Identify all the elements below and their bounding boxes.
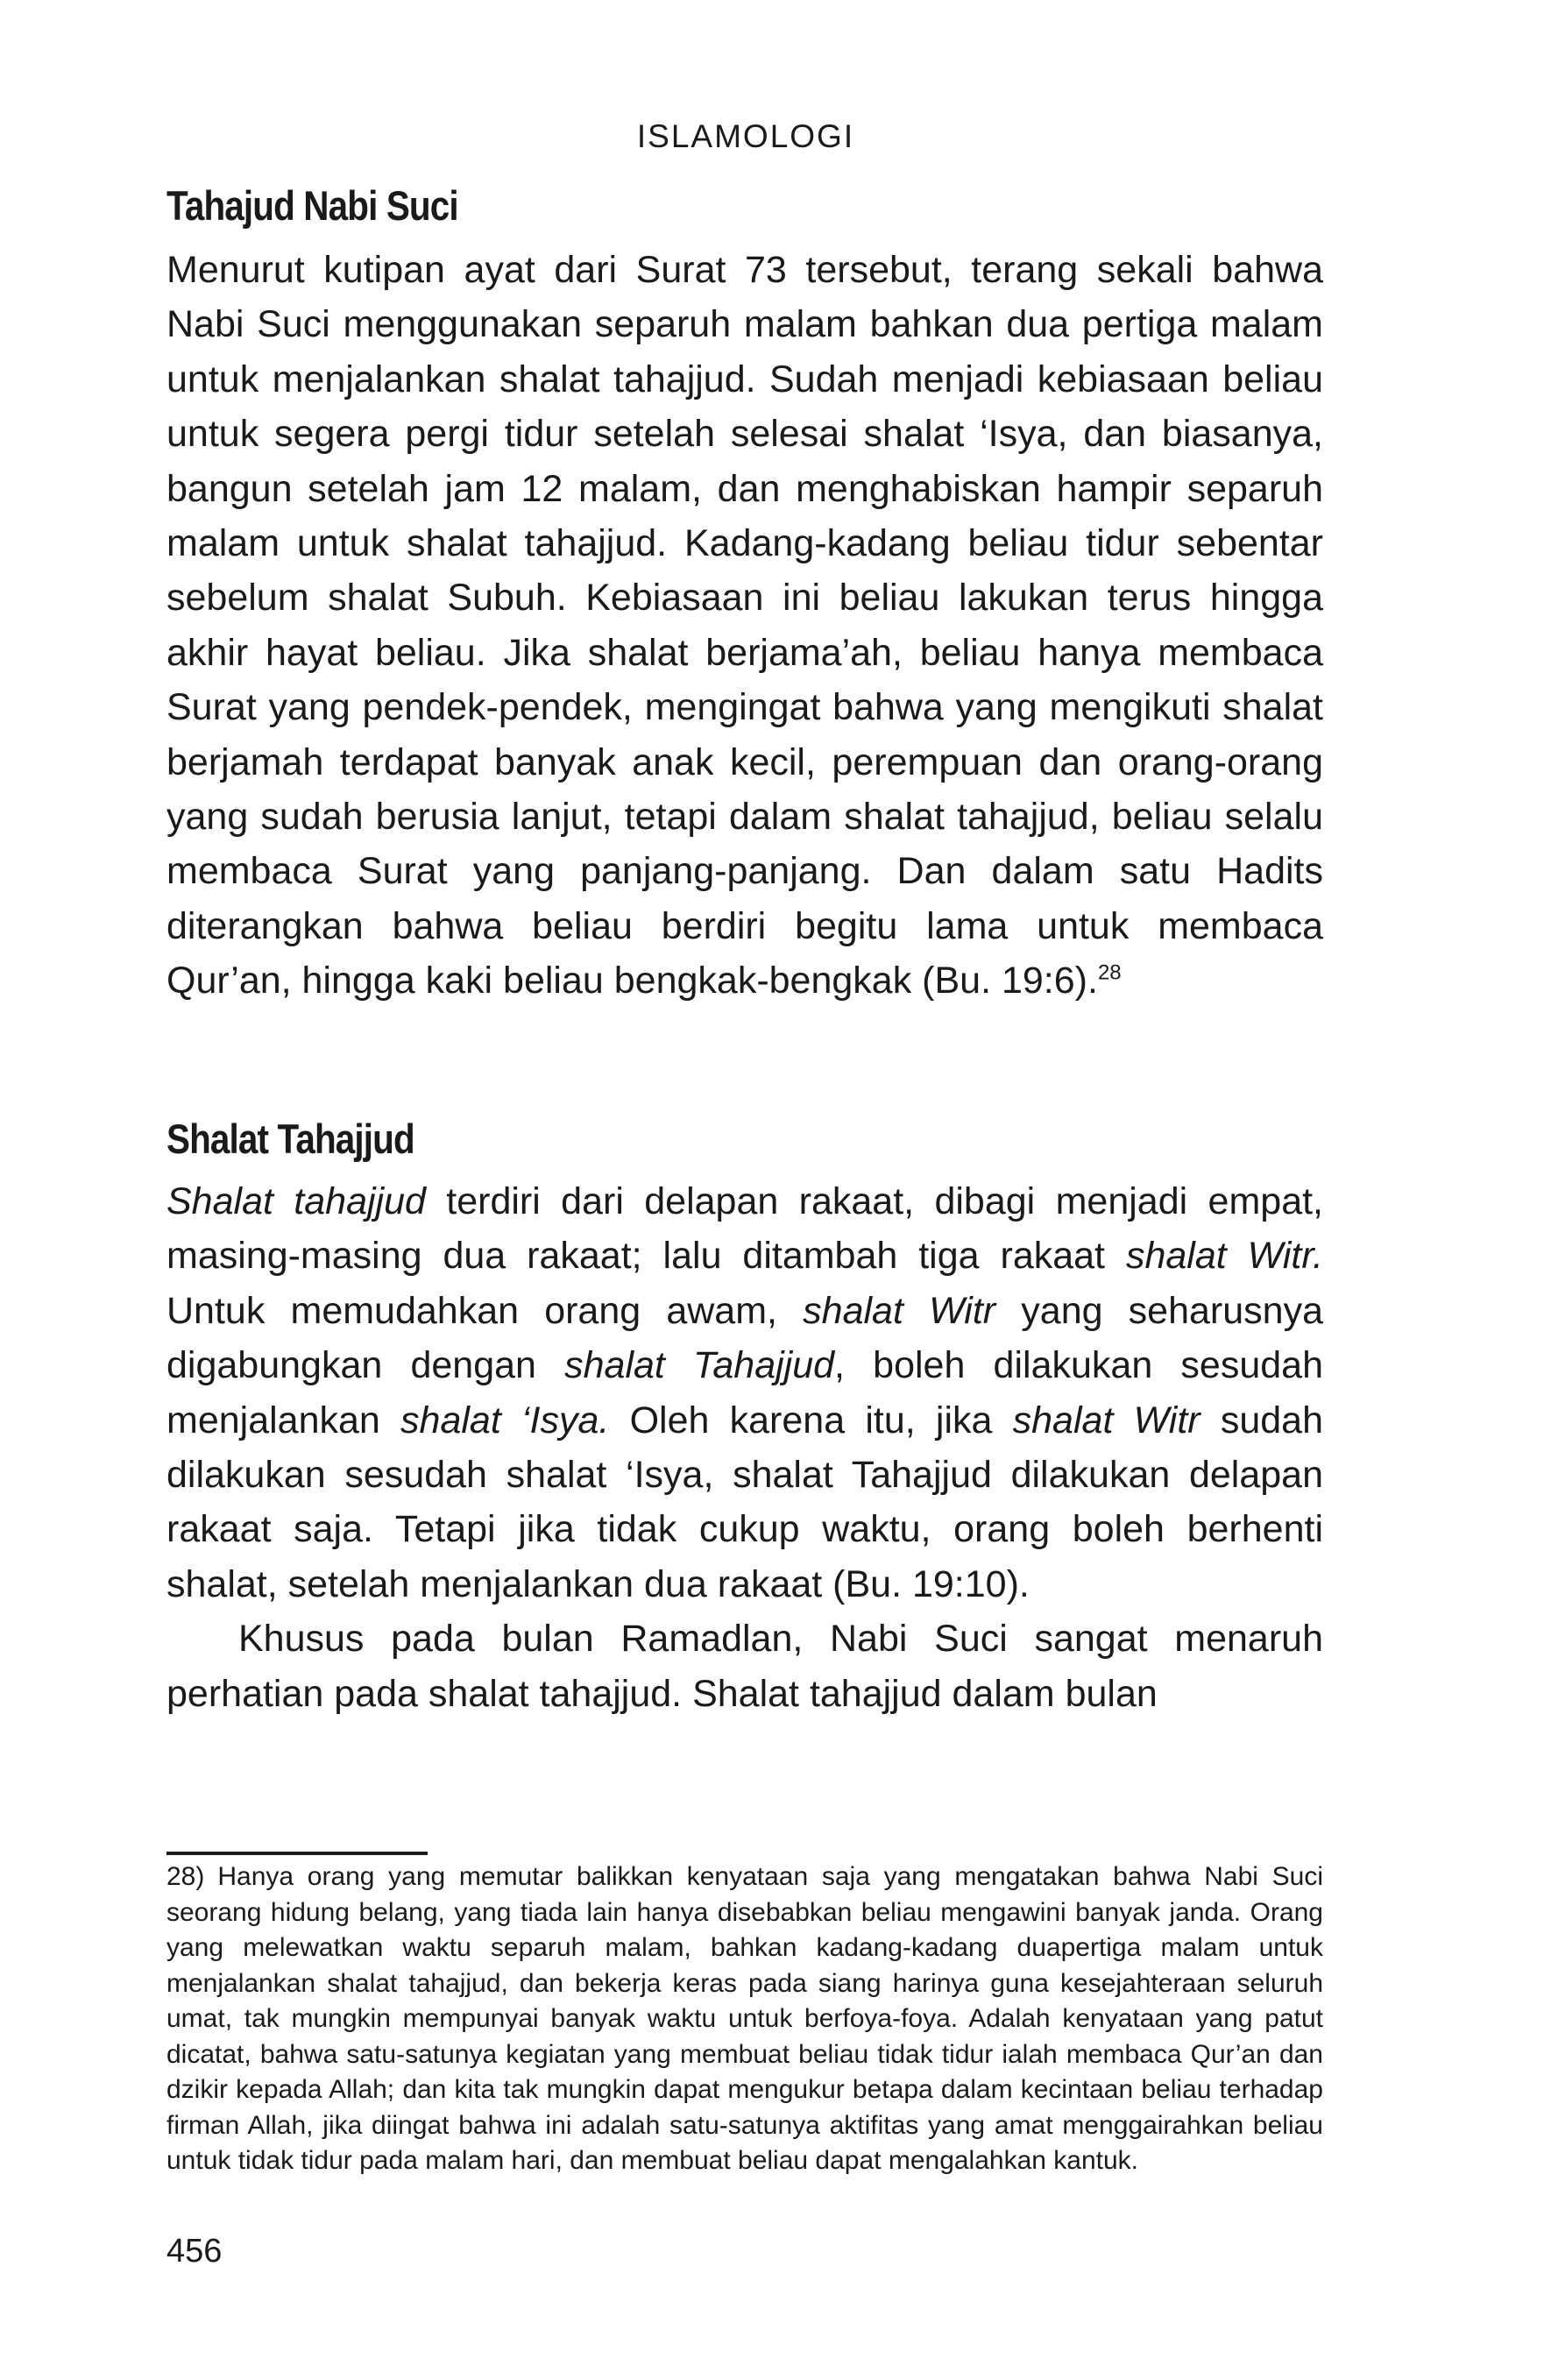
- paragraph-text: Untuk memudahkan orang awam,: [166, 1289, 804, 1332]
- paragraph: [166, 1174, 1323, 1611]
- section-tahajud-nabi-suci: [166, 180, 1323, 232]
- section-heading: Tahajud Nabi Suci: [166, 182, 458, 229]
- italic-term: shalat Witr: [803, 1289, 996, 1332]
- italic-term: shalat Witr.: [1125, 1235, 1323, 1278]
- paragraph-text: terdiri dari delapan rakaat, dibagi menjadi empat, masing-masing dua rakaat; lalu ditambah tiga rakaat: [166, 1180, 1323, 1278]
- paragraph-text: Oleh karena itu, jika: [609, 1399, 1013, 1441]
- section-1-body: [166, 243, 1323, 1009]
- paragraph: Khusus pada bulan Ramadlan, Nabi Suci sangat menaruh perhatian pada shalat tahajjud. Shalat tahajjud dalam bulan: [166, 1618, 1323, 1715]
- paragraph-text: sudah dilakukan sesudah shalat ‘Isya, shalat Tahajjud dilakukan delapan rakaat saja. Tetapi jika tidak cukup waktu, orang boleh berhenti shalat, setelah menjalankan dua rakaat (Bu. 19:10).: [166, 1399, 1323, 1605]
- italic-term: shalat ‘Isya.: [400, 1399, 610, 1441]
- italic-term: Shalat tahajjud: [166, 1180, 426, 1222]
- paragraph-text: yang seharusnya digabungkan dengan: [166, 1289, 1323, 1387]
- section-shalat-tahajjud: [166, 1113, 1323, 1165]
- section-2-body: [166, 1174, 1323, 1721]
- footnote-divider: [166, 1852, 428, 1855]
- section-heading: Shalat Tahajjud: [166, 1116, 414, 1162]
- italic-term: shalat Witr: [1012, 1399, 1200, 1441]
- paragraph-text: , boleh dilakukan sesudah menjalankan: [166, 1344, 1323, 1441]
- running-head: ISLAMOLOGI: [636, 118, 855, 154]
- paragraph-text: Menurut kutipan ayat dari Surat 73 tersebut, terang sekali bahwa Nabi Suci menggunakan separuh malam bahkan dua pertiga malam untuk menjalankan shalat tahajjud. Sudah menjadi kebiasaan beliau untuk segera pergi tidur setelah selesai shalat ‘Isya, dan biasanya, bangun setelah jam 12 malam, dan menghabiskan hampir separuh malam untuk shalat tahajjud. Kadang-kadang beliau tidur sebentar sebelum shalat Subuh. Kebiasaan ini beliau lakukan terus hingga akhir hayat beliau. Jika shalat berjama’ah, beliau hanya membaca Surat yang pendek-pendek, mengingat bahwa yang mengikuti shalat berjamah terdapat banyak anak kecil, perempuan dan orang-orang yang sudah berusia lanjut, tetapi dalam shalat tahajjud, beliau selalu membaca Surat yang panjang-panjang. Dan dalam satu Hadits diterangkan bahwa beliau berdiri begitu lama untuk membaca Qur’an, hingga kaki beliau bengkak-bengkak (Bu. 19:6).: [166, 249, 1323, 1002]
- page-number: 456: [166, 2233, 223, 2270]
- footnote-reference: 28: [1097, 960, 1122, 985]
- italic-term: shalat Tahajjud: [564, 1344, 835, 1387]
- footnote: 28) Hanya orang yang memutar balikkan kenyataan saja yang mengatakan bahwa Nabi Suci seorang hidung belang, yang tiada lain hanya disebabkan beliau mengawini banyak janda. Orang yang melewatkan waktu separuh malam, bahkan kadang-kadang duapertiga malam untuk menjalankan shalat tahajjud, dan bekerja keras pada siang harinya guna kesejahteraan seluruh umat, tak mungkin mempunyai banyak waktu untuk berfoya-foya. Adalah kenyataan yang patut dicatat, bahwa satu-satunya kegiatan yang membuat beliau tidak tidur ialah membaca Qur’an dan dzikir kepada Allah; dan kita tak mungkin dapat mengukur betapa dalam kecintaan beliau terhadap firman Allah, jika diingat bahwa ini adalah satu-satunya aktifitas yang amat menggairahkan beliau untuk tidak tidur pada malam hari, dan membuat beliau dapat mengalahkan kantuk.: [166, 1862, 1323, 2175]
- paragraph: [166, 243, 1323, 1009]
